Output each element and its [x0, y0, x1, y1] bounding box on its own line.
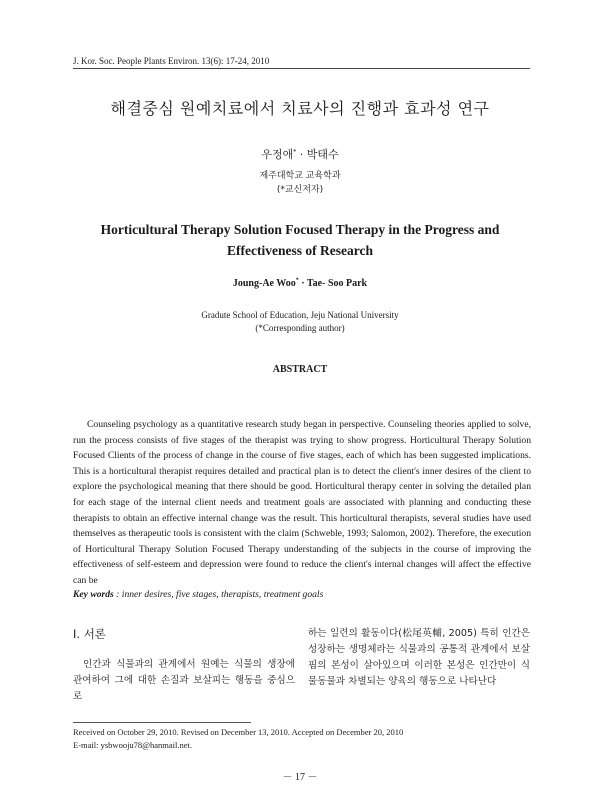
keywords — [73, 589, 531, 600]
footnote-rule — [73, 722, 251, 723]
korean-affiliation: 제주대학교 교육학과 — [259, 171, 341, 181]
introduction-right-paragraph: 하는 일련의 활동이다(松尾英輔, 2005) 특히 인간은 성장하는 생명체라는 식물과의 공통적 관계에서 보살핌의 본성이 살아있으며 이러한 본성은 인간만이 식물동물과 차별되는 양육의 행동으로 나타난다 — [308, 628, 530, 687]
abstract-heading: ABSTRACT — [272, 364, 328, 375]
page-number: － 17 － — [282, 772, 318, 783]
english-corresponding-mark: * — [295, 277, 299, 284]
english-title — [0, 219, 600, 261]
korean-corresponding-note: (*교신저자) — [276, 185, 324, 195]
korean-title: 해결중심 원예치료에서 치료사의 진행과 효과성 연구 — [110, 99, 490, 118]
introduction-left-paragraph: 인간과 식물과의 관계에서 원예는 식물의 생장에 관여하여 그에 대한 손질과 보살피는 행동을 중심으로 — [73, 659, 295, 702]
footnote-dates: Received on October 29, 2010. Revised on December 13, 2010. Accepted on December 20, 2010 — [73, 727, 404, 737]
english-affiliation: Gradute School of Education, Jeju National University — [201, 310, 399, 320]
english-title-line-1: Horticultural Therapy Solution Focused Therapy in the Progress and — [100, 222, 500, 237]
english-author-1: Joung-Ae Woo — [232, 278, 296, 289]
introduction-heading: Ⅰ. 서론 — [73, 627, 106, 641]
korean-author-separator: · — [296, 148, 307, 161]
footnote-email: E-mail: ysbwooju78@hanmail.net. — [73, 740, 193, 750]
korean-author-1: 우정애 — [261, 148, 294, 161]
english-author-separator: · — [298, 278, 307, 289]
english-authors — [0, 278, 600, 289]
abstract-body — [73, 417, 531, 589]
keywords-label: Key words — [73, 589, 114, 600]
abstract-paragraph: Counseling psychology as a quantitative research study began in perspective. Counseling theories applied to solve, run the process consists of five stages of the therapist was trying to show progress. Horticultural Therapy Solution Focused Clients of the process of change in the course of five stages, each of which has been suggested implications. This is a horticultural therapist requires detailed and practical plan is to detect the client's inner desires of the client to explore the psychological meaning that there should be good. Horticultural therapy center in solving the detailed plan for each stage of the internal client needs and treatment goals are associated with planning and conducting these therapists to obtain an effective internal change was the result. This horticultural therapists, several studies have used themselves as therapeutic tools is consistent with the claim (Schweble, 1993; Salomon, 2002). Therefore, the execution of Horticultural Therapy Solution Focused Therapy understanding of the subjects in the course of improving the effectiveness of self-esteem and depression were found to reduce the client's internal changes will affect the effective can be — [73, 419, 531, 586]
introduction-left-column — [73, 657, 295, 705]
english-author-2: Tae- Soo Park — [306, 278, 368, 289]
korean-corresponding-mark: * — [293, 148, 297, 156]
header-rule — [73, 68, 530, 69]
english-corresponding-note: (*Corresponding author) — [255, 323, 345, 333]
keywords-text: : inner desires, five stages, therapists, treatment goals — [113, 589, 324, 600]
running-head: J. Kor. Soc. People Plants Environ. 13(6): 17-24, 2010 — [73, 56, 270, 66]
introduction-right-column — [308, 626, 530, 690]
korean-authors — [0, 146, 600, 162]
english-title-line-2: Effectiveness of Research — [227, 243, 373, 258]
korean-author-2: 박태수 — [306, 148, 339, 161]
